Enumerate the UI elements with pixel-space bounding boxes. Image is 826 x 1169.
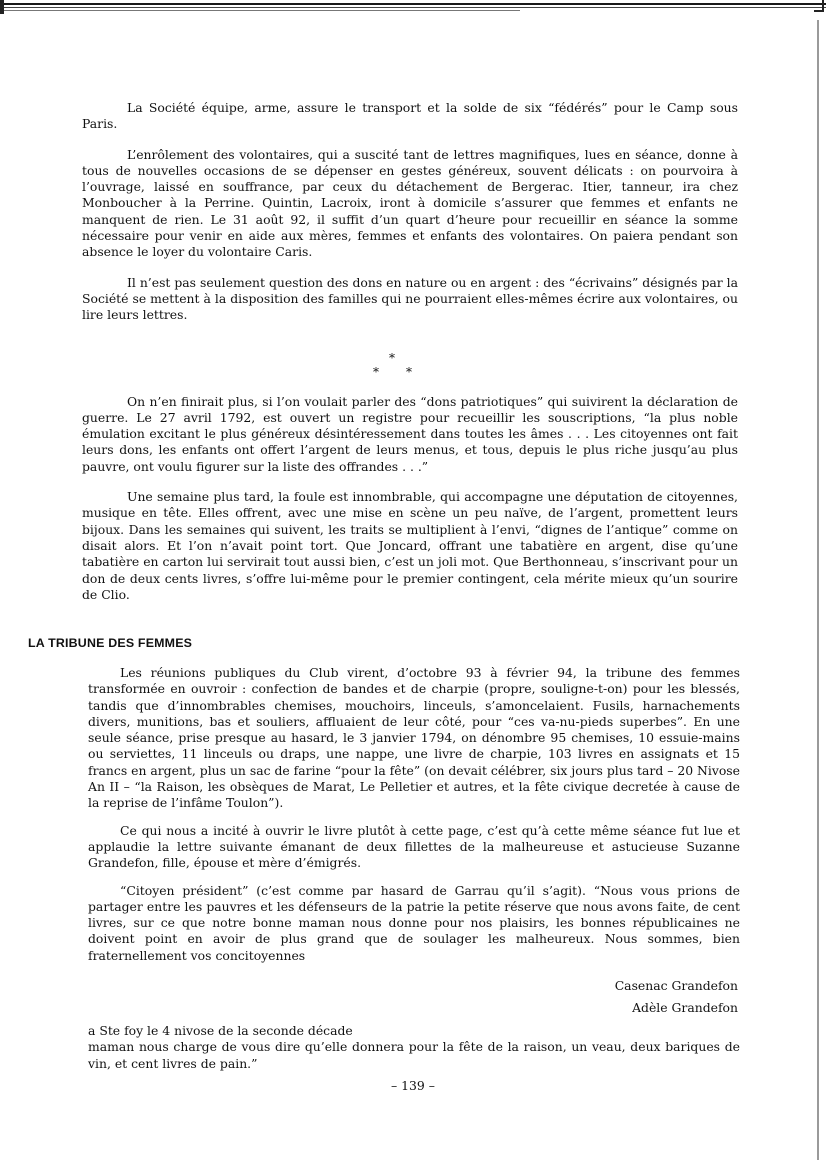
paragraph: Il n’est pas seulement question des dons en nature ou en argent : des “écrivains” désignés par la Société se mettent à la disposition des familles qui ne pourraient elles-mêmes écrire aux volontaires, ou lire leurs lettres.: [82, 274, 738, 323]
section-text: [88, 665, 740, 1072]
letter-paragraph: “Citoyen président” (c’est comme par hasard de Garrau qu’il s’agit). “Nous vous prions de partager entre les pauvres et les défenseurs de la patrie la petite réserve que nous avons faite, de cent livres, sur ce que notre bonne maman nous donne pour nos plaisirs, les bonnes républicaines ne doivent point en avoir de plus grand que de soulager les malheureux. Nous sommes, bien fraternellement vos concitoyennes: [88, 882, 740, 963]
separator-star: *: [373, 364, 379, 379]
letter-dateline: a Ste foy le 4 nivose de la seconde décade: [88, 1023, 353, 1039]
paragraph: Une semaine plus tard, la foule est innombrable, qui accompagne une députation de citoyennes, musique en tête. Elles offrent, avec une mise en scène un peu naïve, de l’argent, promettent leurs bijoux. Dans les semaines qui suivent, les traits se multiplient à l’envi, “dignes de l’antique” comme on disait alors. Et l’on n’avait point tort. Que Joncard, offrant une tabatière en argent, dise qu’une tabatière en carton lui servirait tout aussi bien, c’est un joli mot. Que Berthonneau, s’inscrivant pour un don de deux cents livres, s’offre lui-même pour le premier contingent, cela mérite mieux qu’un sourire de Clio.: [82, 489, 738, 602]
top-rule: [0, 3, 826, 5]
paragraph: La Société équipe, arme, assure le transport et la solde de six “fédérés” pour le Camp sous Paris.: [82, 100, 738, 132]
section-separator: [82, 338, 738, 380]
letter-postscript: maman nous charge de vous dire qu’elle donnera pour la fête de la raison, un veau, deux bariques de vin, et cent livres de pain.”: [88, 1039, 740, 1071]
paragraph: Ce qui nous a incité à ouvrir le livre plutôt à cette page, c’est qu’à cette même séance fut lue et applaudie la lettre suivante émanant de deux fillettes de la malheureuse et astucieuse Suzanne Grandefon, fille, épouse et mère d’émigrés.: [88, 822, 740, 871]
top-rule: [0, 10, 520, 11]
signature: Adèle Grandefon: [632, 1000, 738, 1016]
scan-edge-line: [817, 20, 819, 1160]
paragraph: Les réunions publiques du Club virent, d’octobre 93 à février 94, la tribune des femmes transformée en ouvroir : confection de bandes et de charpie (propre, souligne-t-on) pour les blessés, tandis que d’innombrables chemises, mouchoirs, linceuls, s’amoncelaient. Fusils, harnachements divers, munitions, bas et souliers, affluaient de leur côté, pour “ces va-nu-pieds superbes”. En une seule séance, prise presque au hasard, le 3 janvier 1794, on dénombre 95 chemises, 10 essuie-mains ou serviettes, 11 linceuls ou draps, une nappe, une livre de charpie, 103 livres en assignats et 15 francs en argent, plus un sac de farine “pour la fête” (on devait célébrer, six jours plus tard – 20 Nivose An II – “la Raison, les obsèques de Marat, Le Pelletier et autres, et la fête civique decretée à cause de la reprise de l’infâme Toulon”).: [88, 665, 740, 811]
top-rule: [0, 7, 826, 8]
signature: Casenac Grandefon: [614, 978, 738, 994]
scan-edge-mark: [0, 0, 4, 14]
main-text: [82, 100, 738, 617]
section-heading: LA TRIBUNE DES FEMMES: [28, 636, 193, 650]
paragraph: On n’en finirait plus, si l’on voulait parler des “dons patriotiques” qui suivirent la déclaration de guerre. Le 27 avril 1792, est ouvert un registre pour recueillir les souscriptions, “la plus noble émulation excitant le plus généreux désintéressement dans toutes les âmes . . . Les citoyennes ont fait leurs dons, les enfants ont offert l’argent de leurs menus, et tous, depuis le plus riche jusqu’au plus pauvre, ont voulu figurer sur la liste des offrandes . . .”: [82, 393, 738, 474]
signature-block: [88, 975, 738, 1019]
separator-star: *: [406, 364, 412, 379]
scan-corner-mark: [814, 0, 824, 12]
separator-star: *: [389, 350, 395, 365]
page-number: – 139 –: [391, 1078, 435, 1093]
paragraph: L’enrôlement des volontaires, qui a suscité tant de lettres magnifiques, lues en séance, donne à tous de nouvelles occasions de se dépenser en gestes généreux, souvent délicats : on pourvoira à l’ouvrage, laissé en souffrance, par ceux du détachement de Bergerac. Itier, tanneur, ira chez Monboucher à la Perrine. Quintin, Lacroix, iront à domicile s’assurer que femmes et enfants ne manquent de rien. Le 31 août 92, il suffit d’un quart d’heure pour recueillir en séance la somme nécessaire pour venir en aide aux mères, femmes et enfants des volontaires. On paiera pendant son absence le loyer du volontaire Caris.: [82, 146, 738, 260]
